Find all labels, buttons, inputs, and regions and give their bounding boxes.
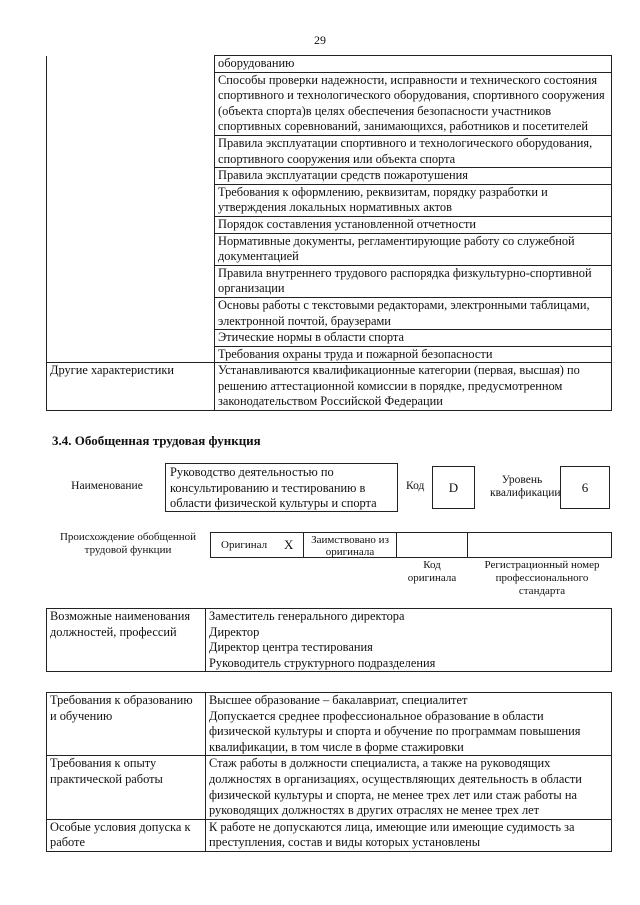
gtf-original-label: Оригинал [221, 539, 268, 551]
other-characteristics-value: Устанавливаются квалификационные категории (первая, высшая) по решению аттестационной комиссии в порядке, предусмотренном законодательством Российской Федерации [215, 363, 612, 411]
job-title-item: Директор центра тестирования [209, 640, 373, 655]
knowledge-item: Правила эксплуатации спортивного и технологического оборудования, спортивного сооружения или объекта спорта [215, 135, 612, 167]
experience-value: Стаж работы в должности специалиста, а также на руководящих должностях в организациях, осуществляющих деятельность в области физической культуры и спорта, не менее трех лет или стаж работы на руководящих должностях в других отраслях не менее трех лет [206, 756, 612, 819]
gtf-original-cell [210, 532, 304, 558]
gtf-code-label: Код [406, 480, 425, 492]
job-title-item: Директор [209, 624, 260, 639]
gtf-reg-number-label: Регистрационный номер профессионального стандарта [484, 559, 600, 597]
admission-value: К работе не допускаются лица, имеющие или имеющие судимость за преступления, состав и виды которых установлены [206, 819, 612, 851]
education-label: Требования к образованию и обучению [47, 693, 206, 756]
requirements-table [46, 692, 612, 852]
job-titles-table [46, 608, 612, 672]
knowledge-item: Нормативные документы, регламентирующие работу со служебной документацией [215, 233, 612, 265]
knowledge-item: Требования к оформлению, реквизитам, порядку разработки и утверждения локальных нормативных актов [215, 184, 612, 216]
table-row [47, 819, 612, 851]
gtf-level-value: 6 [560, 466, 610, 509]
gtf-name-label: Наименование [71, 480, 143, 492]
knowledge-item: Этические нормы в области спорта [215, 330, 612, 347]
gtf-code-original-cell [396, 532, 468, 558]
page-number: 29 [314, 33, 326, 47]
job-title-item: Заместитель генерального директора [209, 609, 405, 623]
knowledge-item: Правила внутреннего трудового распорядка физкультурно-спортивной организации [215, 265, 612, 297]
job-titles-label: Возможные наименования должностей, профессий [47, 609, 206, 672]
table-row [47, 609, 612, 672]
table-row [47, 56, 612, 73]
education-item: Высшее образование – бакалавриат, специалитет [209, 693, 468, 707]
gtf-borrowed-cell: Заимствовано из оригинала [303, 532, 397, 558]
knowledge-item: Правила эксплуатации средств пожаротушения [215, 168, 612, 185]
table-row [47, 756, 612, 819]
table-row [47, 693, 612, 756]
education-item: Допускается среднее профессиональное образование в области физической культуры и спорта и обучение по программам повышения квалификации, в том числе в форме стажировки [209, 708, 581, 754]
knowledge-table [46, 55, 612, 411]
admission-label: Особые условия допуска к работе [47, 819, 206, 851]
education-values [206, 693, 612, 756]
knowledge-item: Порядок составления установленной отчетности [215, 216, 612, 233]
gtf-code-value: D [432, 466, 475, 509]
gtf-origin-label: Происхождение обобщенной трудовой функции [59, 531, 197, 556]
job-title-item: Руководитель структурного подразделения [209, 655, 436, 670]
knowledge-item: Основы работы с текстовыми редакторами, электронными таблицами, электронной почтой, браузерами [215, 297, 612, 329]
gtf-original-mark: X [284, 537, 294, 552]
gtf-name-value: Руководство деятельностью по консультированию и тестированию в области физической культуры и спорта [165, 463, 398, 512]
knowledge-item: оборудованию [215, 56, 612, 73]
job-titles-values [206, 609, 612, 672]
experience-label: Требования к опыту практической работы [47, 756, 206, 819]
gtf-level-label: Уровень квалификации [490, 474, 561, 499]
section-title: 3.4. Обобщенная трудовая функция [52, 433, 261, 448]
table-row [47, 363, 612, 411]
knowledge-item: Способы проверки надежности, исправности и технического состояния спортивного и технологического оборудования, спортивного сооружения (объекта спорта)в целях обеспечения безопасности участников спортивных соревнований, занимающихся, работников и посетителей [215, 72, 612, 135]
knowledge-item: Требования охраны труда и пожарной безопасности [215, 346, 612, 363]
other-characteristics-label: Другие характеристики [47, 363, 215, 411]
gtf-reg-number-cell [467, 532, 612, 558]
gtf-code-original-label: Код оригинала [407, 559, 457, 584]
knowledge-label-cell [47, 56, 215, 363]
